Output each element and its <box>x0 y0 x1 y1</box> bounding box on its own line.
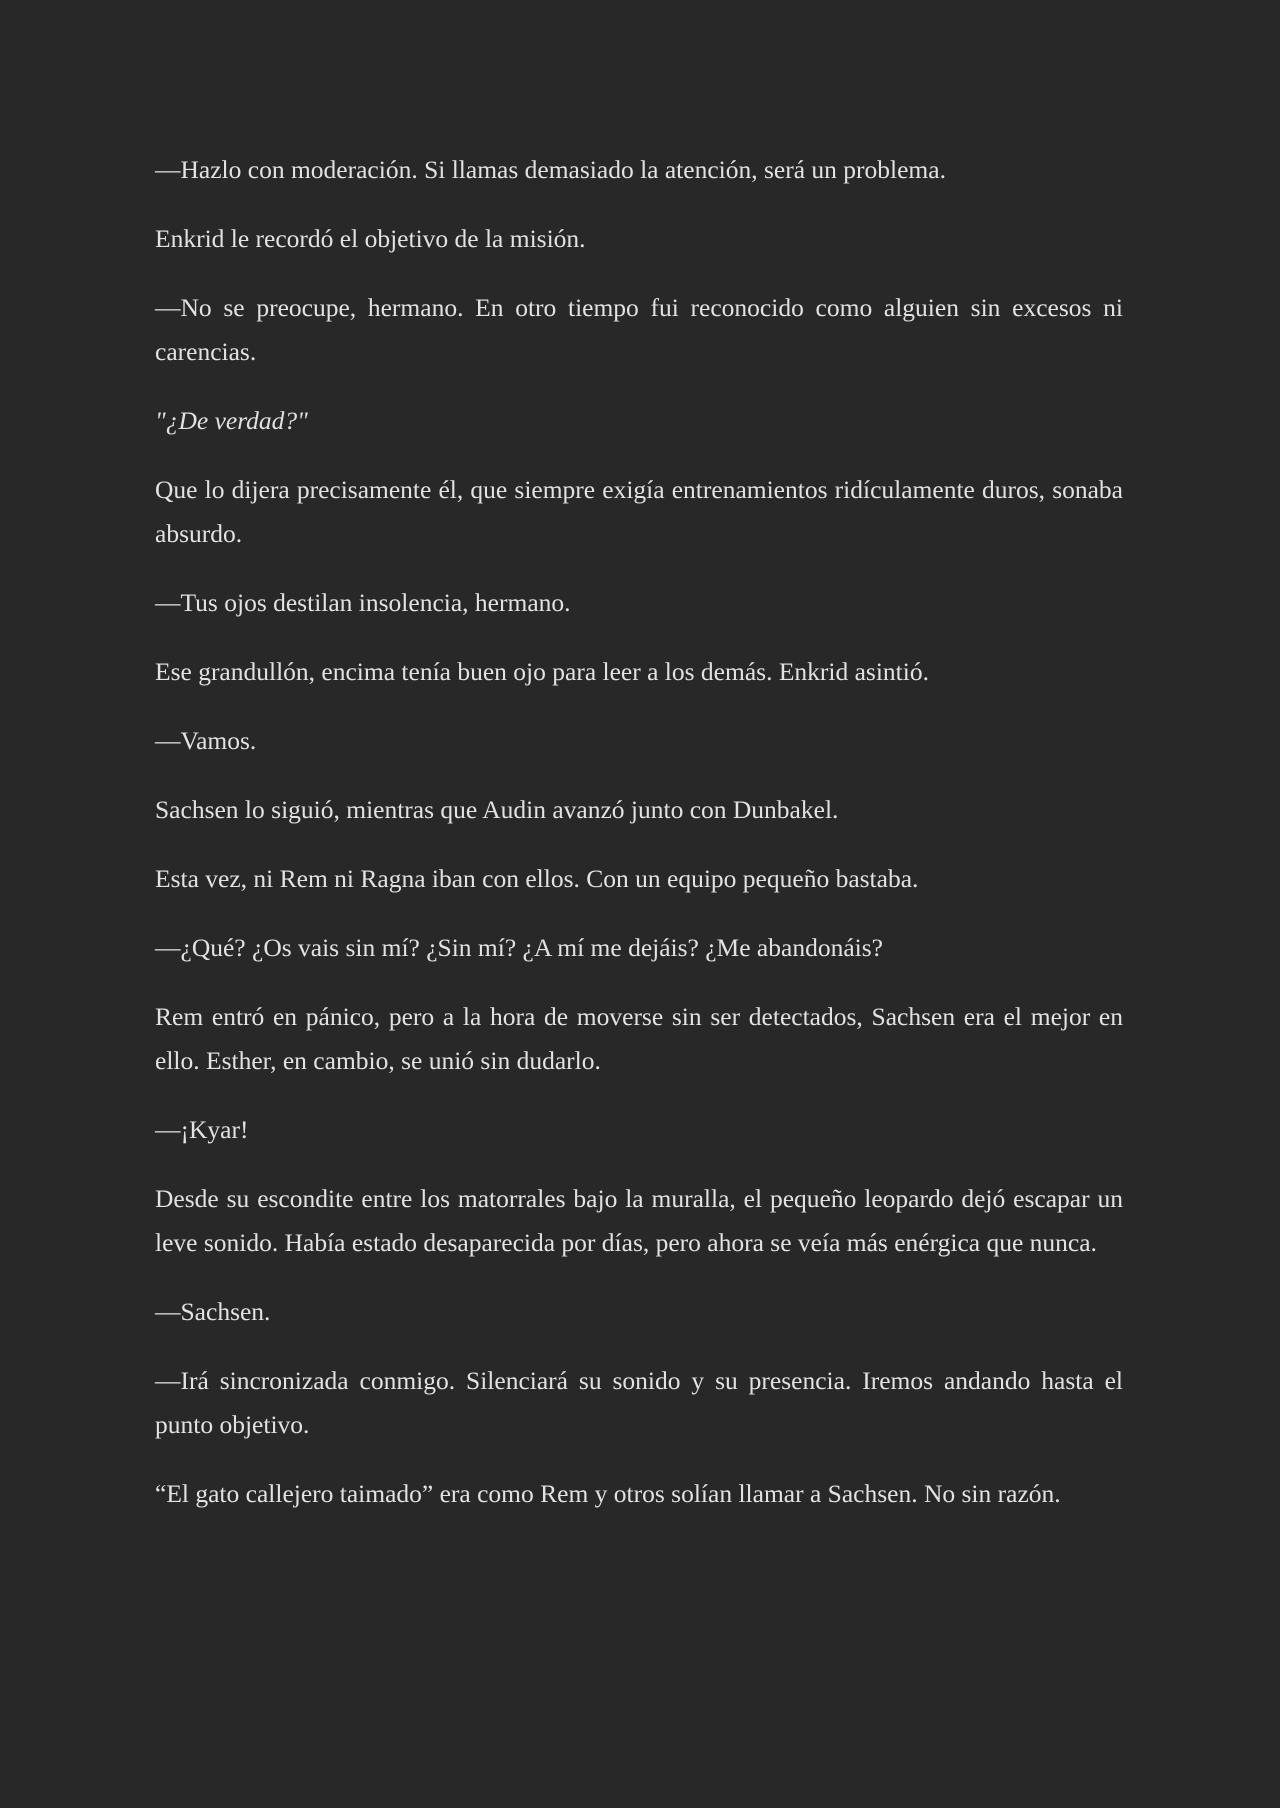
paragraph-16: —Irá sincronizada conmigo. Silenciará su sonido y su presencia. Iremos andando hasta el punto objetivo. <box>155 1366 1123 1439</box>
chapter-text <box>155 148 1123 1516</box>
paragraph-3: —No se preocupe, hermano. En otro tiempo fui reconocido como alguien sin excesos ni carencias. <box>155 293 1123 366</box>
paragraph-10: Esta vez, ni Rem ni Ragna iban con ellos. Con un equipo pequeño bastaba. <box>155 864 919 893</box>
paragraph-6: —Tus ojos destilan insolencia, hermano. <box>155 588 571 617</box>
paragraph-8: —Vamos. <box>155 726 257 755</box>
paragraph-1: —Hazlo con moderación. Si llamas demasiado la atención, será un problema. <box>155 155 946 184</box>
paragraph-9: Sachsen lo siguió, mientras que Audin avanzó junto con Dunbakel. <box>155 795 839 824</box>
paragraph-12: Rem entró en pánico, pero a la hora de moverse sin ser detectados, Sachsen era el mejor en ello. Esther, en cambio, se unió sin dudarlo. <box>155 1002 1123 1075</box>
paragraph-5: Que lo dijera precisamente él, que siempre exigía entrenamientos ridículamente duros, sonaba absurdo. <box>155 475 1123 548</box>
paragraph-14: Desde su escondite entre los matorrales bajo la muralla, el pequeño leopardo dejó escapar un leve sonido. Había estado desaparecida por días, pero ahora se veía más enérgica que nunca. <box>155 1184 1123 1257</box>
paragraph-7: Ese grandullón, encima tenía buen ojo para leer a los demás. Enkrid asintió. <box>155 657 929 686</box>
paragraph-17: “El gato callejero taimado” era como Rem y otros solían llamar a Sachsen. No sin razón. <box>155 1479 1061 1508</box>
paragraph-15: —Sachsen. <box>155 1297 271 1326</box>
paragraph-13: —¡Kyar! <box>155 1115 249 1144</box>
paragraph-4-thought: "¿De verdad?" <box>155 406 308 435</box>
paragraph-2: Enkrid le recordó el objetivo de la misión. <box>155 224 586 253</box>
paragraph-11: —¿Qué? ¿Os vais sin mí? ¿Sin mí? ¿A mí me dejáis? ¿Me abandonáis? <box>155 933 883 962</box>
